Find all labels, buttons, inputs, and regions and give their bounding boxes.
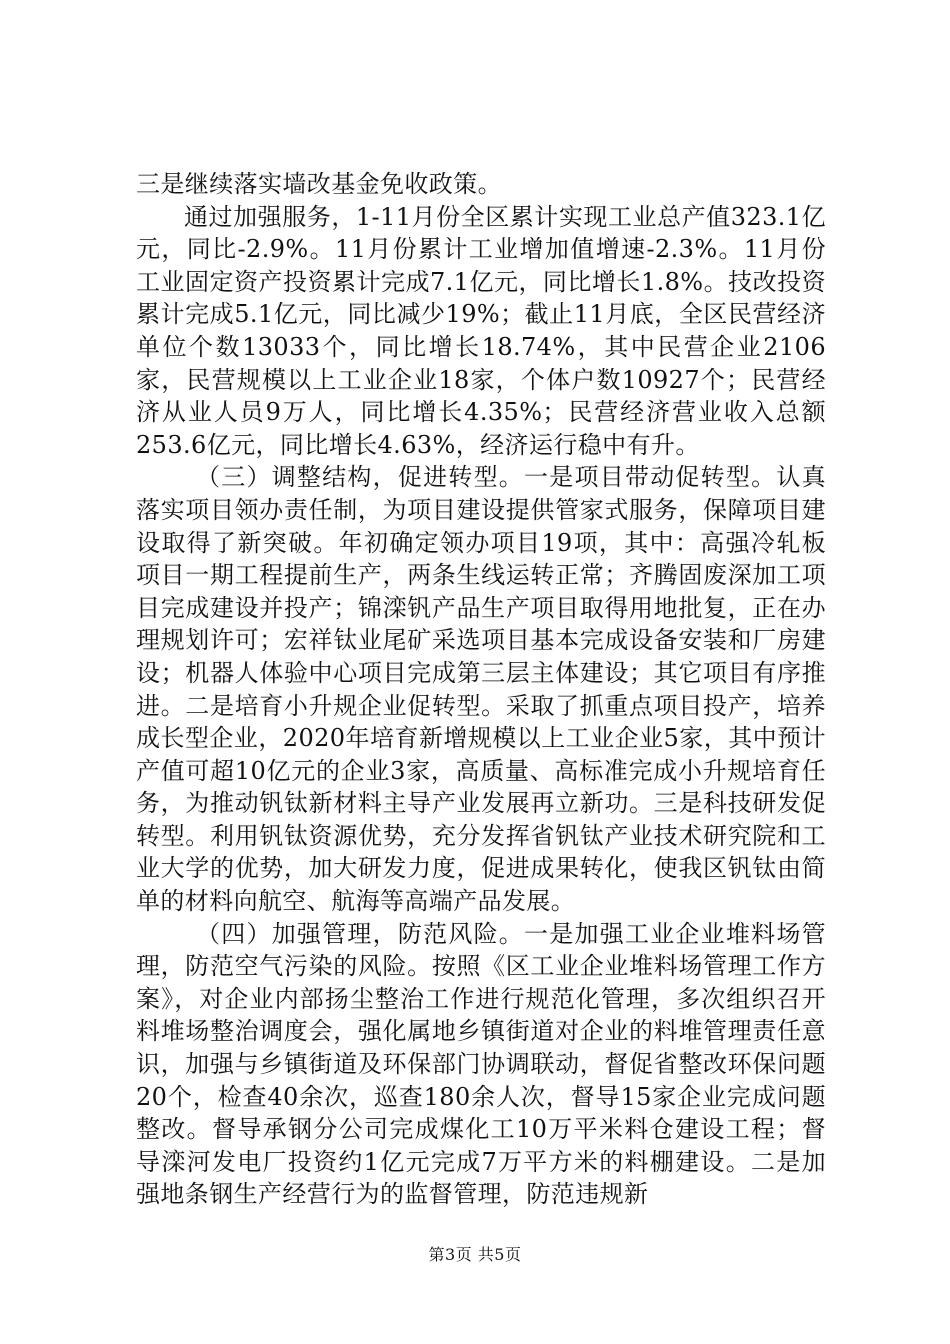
paragraph-continuation: 三是继续落实墙改基金免收政策。 [136,170,502,198]
paragraph-section-four: （四）加强管理，防范风险。一是加强工业企业堆料场管理，防范空气污染的风险。按照《区工业企业堆料场管理工作方案》，对企业内部扬尘整治工作进行规范化管理，多次组织召开料堆场整治调度会，强化属地乡镇街道对企业的料堆管理责任意识，加强与乡镇街道及环保部门协调联动，督促省整改环保问题20个，检查40余次，巡查180余人次，督导15家企业完成问题整改。督导承钢分公司完成煤化工10万平米料仓建设工程；督导滦河发电厂投资约1亿元完成7万平方米的料棚建设。二是加强地条钢生产经营行为的监督管理，防范违规新 [136,919,826,1209]
document-body [136,168,826,1211]
paragraph-industry-stats: 通过加强服务，1-11月份全区累计实现工业总产值323.1亿元，同比-2.9%。11月份累计工业增加值增速-2.3%。11月份工业固定资产投资累计完成7.1亿元，同比增长1.8%。技改投资累计完成5.1亿元，同比减少19%；截止11月底，全区民营经济单位个数13033个，同比增长18.74%，其中民营企业2106家，民营规模以上工业企业18家，个体户数10927个；民营经济从业人员9万人，同比增长4.35%；民营经济营业收入总额253.6亿元，同比增长4.63%，经济运行稳中有升。 [136,202,826,459]
page-footer: 第3页 共5页 [428,1245,522,1264]
paragraph-section-three: （三）调整结构，促进转型。一是项目带动促转型。认真落实项目领办责任制，为项目建设提供管家式服务，保障项目建设取得了新突破。年初确定领办项目19项，其中：高强冷轧板项目一期工程提前生产，两条生线运转正常；齐腾固废深加工项目完成建设并投产；锦滦钒产品生产项目取得用地批复，正在办理规划许可；宏祥钛业尾矿采选项目基本完成设备安装和厂房建设；机器人体验中心项目完成第三层主体建设；其它项目有序推进。二是培育小升规企业促转型。采取了抓重点项目投产，培养成长型企业，2020年培育新增规模以上工业企业5家，其中预计产值可超10亿元的企业3家，高质量、高标准完成小升规培育任务，为推动钒钛新材料主导产业发展再立新功。三是科技研发促转型。利用钒钛资源优势，充分发挥省钒钛产业技术研究院和工业大学的优势，加大研发力度，促进成果转化，使我区钒钛由简单的材料向航空、航海等高端产品发展。 [136,463,826,916]
